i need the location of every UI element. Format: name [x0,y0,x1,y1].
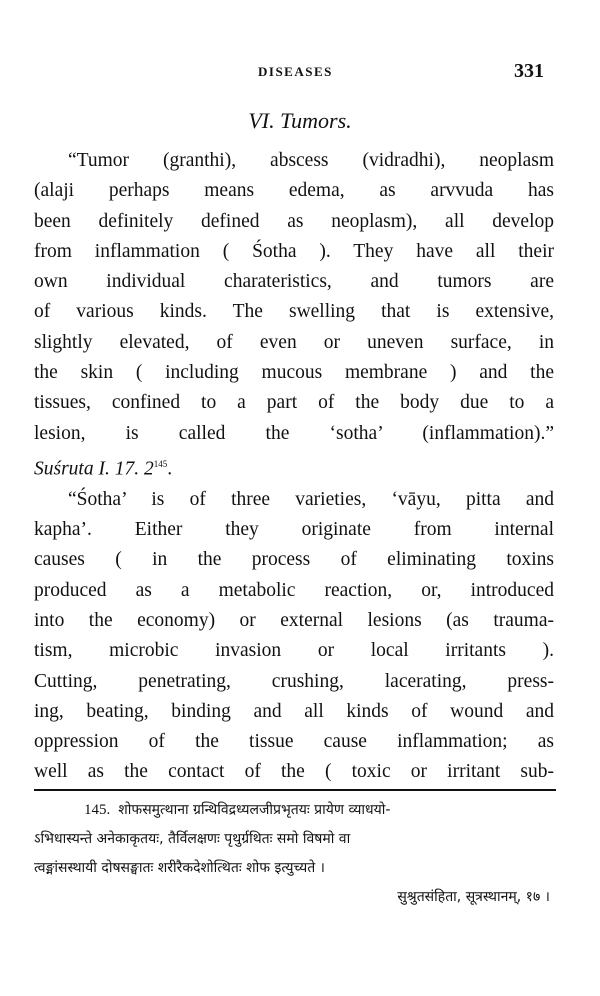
text-line: own individual charateristics, and tumors are [34,271,554,293]
text-line: slightly elevated, of even or uneven surface, in [34,331,554,353]
footnote-text: शोफसमुत्थाना ग्रन्थिविद्रध्यलजीप्रभृतयः प्रायेण व्याधयो- [118,802,391,818]
running-head: DISEASES [258,64,333,79]
main-text [34,146,554,788]
footnote-line: त्वङ्मांसस्थायी दोषसङ्घातः शरीरैकदेशोत्थितः शोफ इत्युच्यते । [34,860,325,876]
footnote-145 [34,796,556,912]
text-line: the skin ( including mucous membrane ) and the [34,362,554,384]
text-line: tism, microbic invasion or local irritants ). [34,640,554,662]
text-line: from inflammation ( Śotha ). They have all their [34,240,554,262]
text-line: “Śotha’ is of three varieties, ‘vāyu, pitta and [68,488,554,510]
citation [34,449,554,485]
text-line: ing, beating, binding and all kinds of wound and [34,700,554,722]
text-line: of various kinds. The swelling that is extensive, [34,301,554,323]
text-line: Cutting, penetrating, crushing, lacerating, press- [34,670,554,692]
text-line: well as the contact of the ( toxic or irritant sub- [34,761,554,783]
paragraph-tumors-definition [34,146,554,485]
text-line: tissues, confined to a part of the body due to a [34,392,554,414]
page-number: 331 [514,60,544,82]
citation-footnote-ref: 145 [153,458,168,469]
page-header [0,60,600,86]
citation-end: . [167,458,173,480]
text-line: lesion, is called the ‘sotha’ (inflammation).” [34,422,554,444]
footnote-line: ऽभिधास्यन्ते अनेकाकृतयः, तैर्विलक्षणः पृथुर्ग्रथितः समो विषमो वा [34,831,351,847]
footnote-divider [34,789,556,791]
text-line: (alaji perhaps means edema, as arvvuda has [34,180,554,202]
paragraph-sotha-varieties [34,485,554,788]
section-title: VI. Tumors. [248,108,352,133]
text-line: causes ( in the process of eliminating toxins [34,549,554,571]
text-line: into the economy) or external lesions (as trauma- [34,609,554,631]
text-line: produced as a metabolic reaction, or, introduced [34,579,554,601]
footnote-line [34,796,556,825]
text-line: oppression of the tissue cause inflammation; as [34,731,554,753]
footnote-source: सुश्रुतसंहिता, सूत्रस्थानम्, १७ । [397,889,550,905]
citation-source: Suśruta I. 17. 2 [34,458,154,480]
text-line: kapha’. Either they originate from internal [34,519,554,541]
footnote-number: 145. [84,802,111,818]
text-line: been definitely defined as neoplasm), all develop [34,210,554,232]
text-line: “Tumor (granthi), abscess (vidradhi), neoplasm [68,150,554,171]
